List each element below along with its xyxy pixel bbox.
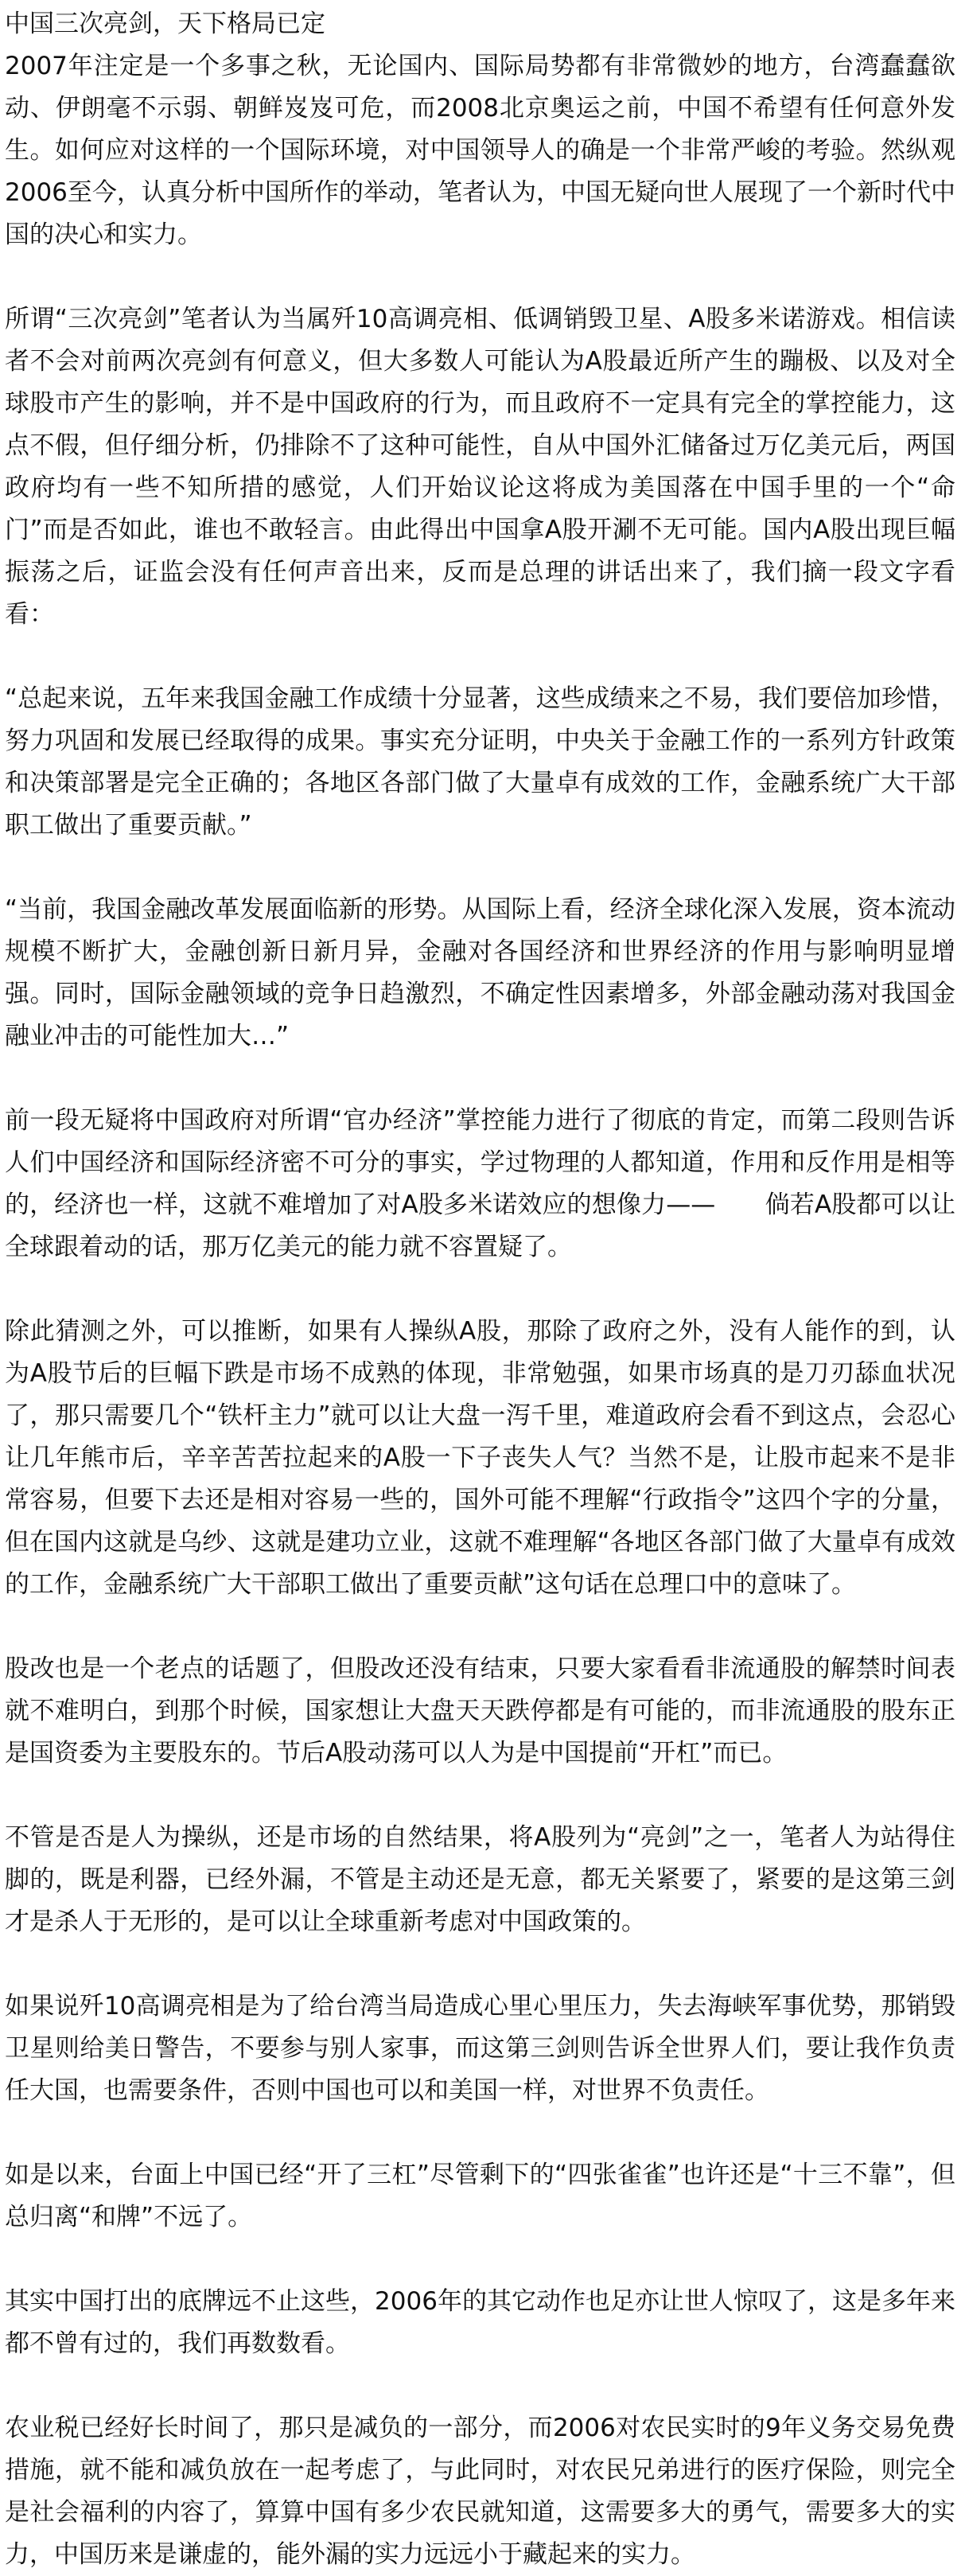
paragraph-1: 2007年注定是一个多事之秋，无论国内、国际局势都有非常微妙的地方，台湾蠢蠢欲动、伊朗毫不示弱、朝鲜岌岌可危，而2008北京奥运之前，中国不希望有任何意外发生。如何应对这样的一个国际环境，对中国领导人的确是一个非常严峻的考验。然纵观2006至今，认真分析中国所作的举动，笔者认为，中国无疑向世人展现了一个新时代中国的决心和实力。 [5,52,955,249]
paragraph-3-quote: “总起来说，五年来我国金融工作成绩十分显著，这些成绩来之不易，我们要倍加珍惜，努力巩固和发展已经取得的成果。事实充分证明，中央关于金融工作的一系列方针政策和决策部署是完全正确的；各地区各部门做了大量卓有成效的工作，金融系统广大干部职工做出了重要贡献。” [5,684,955,840]
paragraph-4-quote: “当前，我国金融改革发展面临新的形势。从国际上看，经济全球化深入发展，资本流动规模不断扩大，金融创新日新月异，金融对各国经济和世界经济的作用与影响明显增强。同时，国际金融领域的竞争日趋激烈，不确定性因素增多，外部金融动荡对我国金融业冲击的可能性加大…” [5,895,955,1050]
paragraph-5: 前一段无疑将中国政府对所谓“官办经济”掌控能力进行了彻底的肯定，而第二段则告诉人们中国经济和国际经济密不可分的事实，学过物理的人都知道，作用和反作用是相等的，经济也一样，这就不难增加了对A股多米诺效应的想像力—— 倘若A股都可以让全球跟着动的话，那万亿美元的能力就不容置疑了。 [5,1106,955,1261]
paragraph-11: 其实中国打出的底牌远不止这些，2006年的其它动作也足亦让世人惊叹了，这是多年来都不曾有过的，我们再数数看。 [5,2287,955,2358]
article [5,3,955,2576]
paragraph-2: 所谓“三次亮剑”笔者认为当属歼10高调亮相、低调销毁卫星、A股多米诺游戏。相信读者不会对前两次亮剑有何意义，但大多数人可能认为A股最近所产生的蹦极、以及对全球股市产生的影响，并不是中国政府的行为，而且政府不一定具有完全的掌控能力，这点不假，但仔细分析，仍排除不了这种可能性，自从中国外汇储备过万亿美元后，两国政府均有一些不知所措的感觉，人们开始议论这将成为美国落在中国手里的一个“命门”而是否如此，谁也不敢轻言。由此得出中国拿A股开涮不无可能。国内A股出现巨幅振荡之后，证监会没有任何声音出来，反而是总理的讲话出来了，我们摘一段文字看看： [5,305,955,629]
paragraph-6: 除此猜测之外，可以推断，如果有人操纵A股，那除了政府之外，没有人能作的到，认为A股节后的巨幅下跌是市场不成熟的体现，非常勉强，如果市场真的是刀刃舔血状况了，那只需要几个“铁杆主力”就可以让大盘一泻千里，难道政府会看不到这点，会忍心让几年熊市后，辛辛苦苦拉起来的A股一下子丧失人气？当然不是，让股市起来不是非常容易，但要下去还是相对容易一些的，国外可能不理解“行政指令”这四个字的分量，但在国内这就是乌纱、这就是建功立业，这就不难理解“各地区各部门做了大量卓有成效的工作，金融系统广大干部职工做出了重要贡献”这句话在总理口中的意味了。 [5,1317,955,1599]
article-title: 中国三次亮剑，天下格局已定 [5,10,325,38]
paragraph-10: 如是以来，台面上中国已经“开了三杠”尽管剩下的“四张雀雀”也许还是“十三不靠”，但总归离“和牌”不远了。 [5,2161,955,2231]
paragraph-9: 如果说歼10高调亮相是为了给台湾当局造成心里心里压力，失去海峡军事优势，那销毁卫星则给美日警告，不要参与别人家事，而这第三剑则告诉全世界人们，要让我作负责任大国，也需要条件，否则中国也可以和美国一样，对世界不负责任。 [5,1992,955,2105]
paragraph-12: 农业税已经好长时间了，那只是减负的一部分，而2006对农民实时的9年义务交易免费措施，就不能和减负放在一起考虑了，与此同时，对农民兄弟进行的医疗保险，则完全是社会福利的内容了，算算中国有多少农民就知道，这需要多大的勇气，需要多大的实力，中国历来是谦虚的，能外漏的实力远远小于藏起来的实力。 [5,2414,955,2569]
paragraph-7: 股改也是一个老点的话题了，但股改还没有结束，只要大家看看非流通股的解禁时间表就不难明白，到那个时候，国家想让大盘天天跌停都是有可能的，而非流通股的股东正是国资委为主要股东的。节后A股动荡可以人为是中国提前“开杠”而已。 [5,1654,955,1767]
paragraph-8: 不管是否是人为操纵，还是市场的自然结果，将A股列为“亮剑”之一，笔者人为站得住脚的，既是利器，已经外漏，不管是主动还是无意，都无关紧要了，紧要的是这第三剑才是杀人于无形的，是可以让全球重新考虑对中国政策的。 [5,1823,955,1936]
